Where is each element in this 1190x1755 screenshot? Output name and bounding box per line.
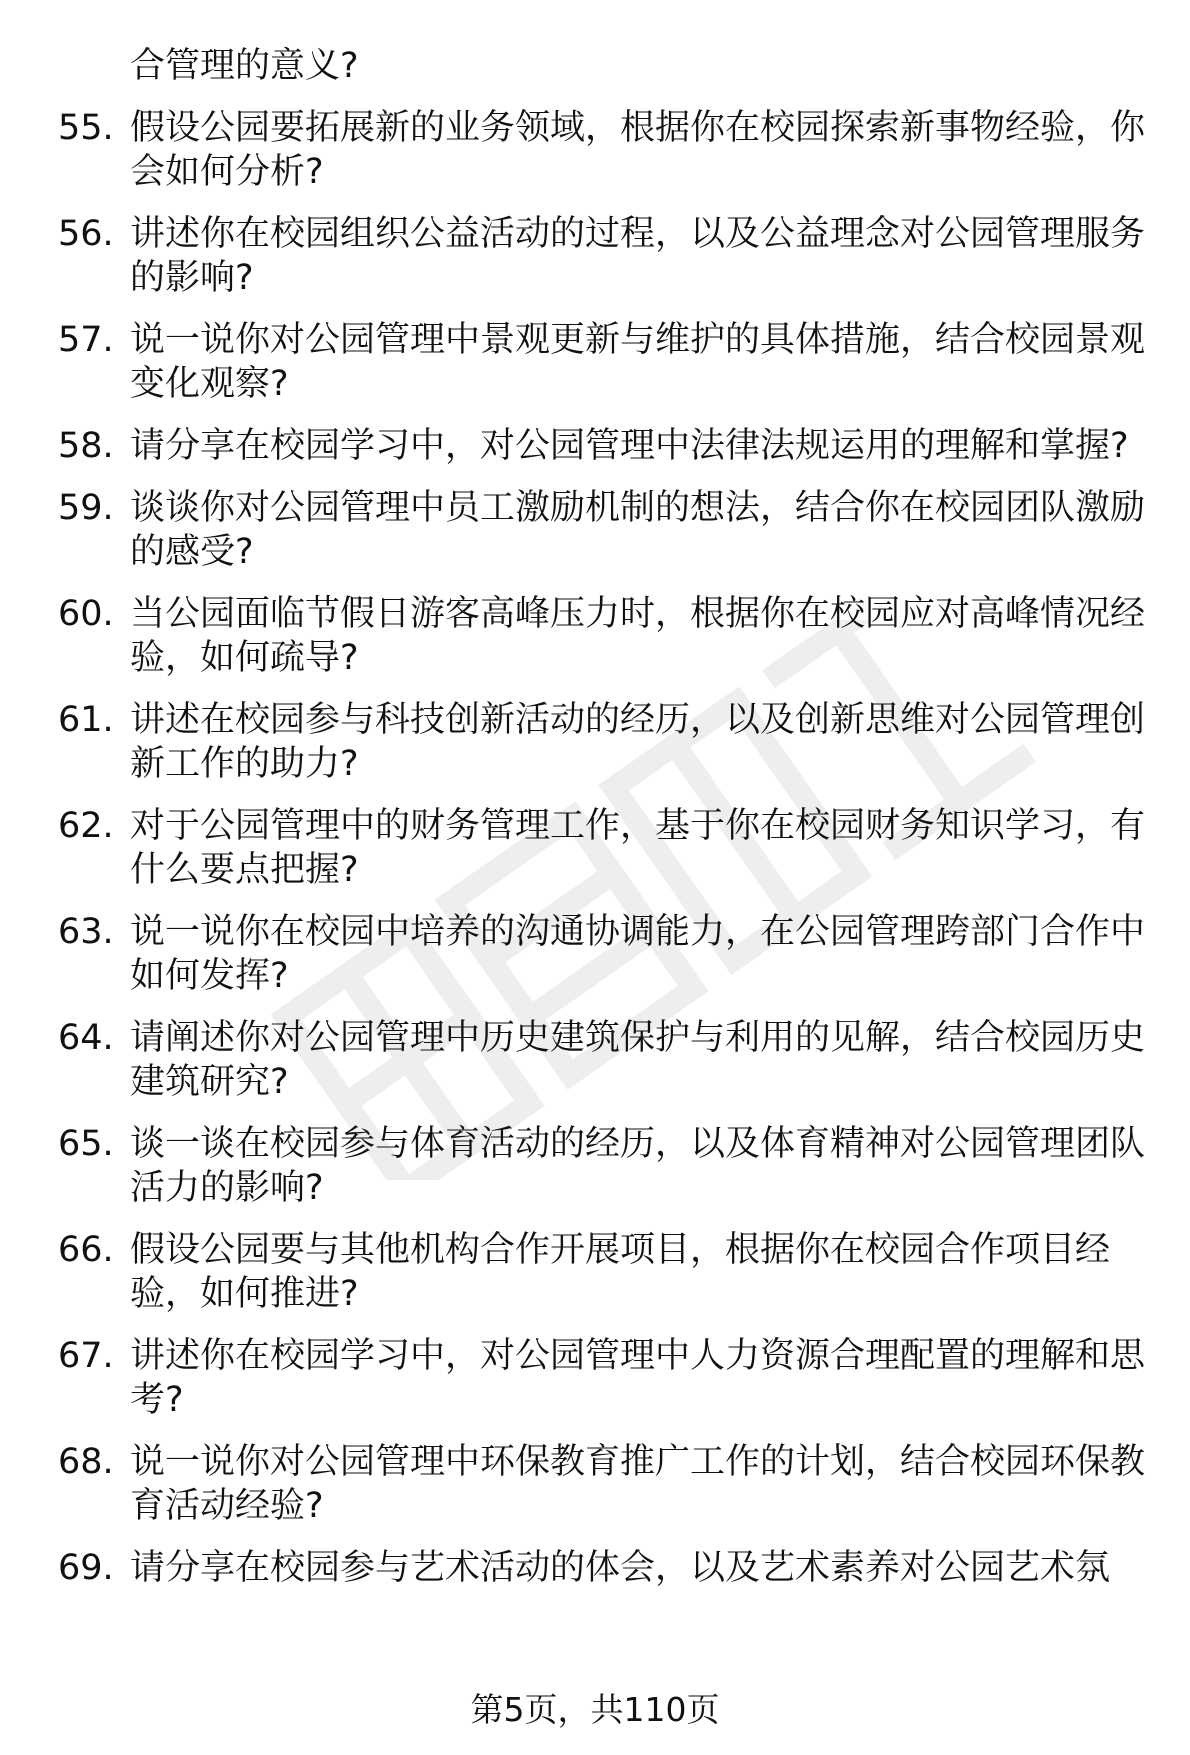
question-item (58, 804, 1158, 892)
question-number: 68. (58, 1442, 114, 1482)
question-number: 67. (58, 1336, 114, 1376)
question-text: 说一说你在校园中培养的沟通协调能力，在公园管理跨部门合作中如何发挥? (130, 912, 1146, 996)
question-text: 谈谈你对公园管理中员工激励机制的想法，结合你在校园团队激励的感受? (130, 488, 1146, 572)
continuation-text: 合管理的意义? (130, 46, 359, 86)
question-text: 假设公园要与其他机构合作开展项目，根据你在校园合作项目经验，如何推进? (130, 1230, 1111, 1314)
question-item (58, 424, 1158, 468)
question-text: 讲述你在校园组织公益活动的过程，以及公益理念对公园管理服务的影响? (130, 214, 1146, 298)
question-text: 对于公园管理中的财务管理工作，基于你在校园财务知识学习，有什么要点把握? (130, 806, 1146, 890)
question-item (58, 1546, 1158, 1590)
question-number: 69. (58, 1548, 114, 1588)
question-item (58, 592, 1158, 680)
question-item (58, 1228, 1158, 1316)
question-number: 66. (58, 1230, 114, 1270)
question-number: 60. (58, 594, 114, 634)
question-item (58, 1334, 1158, 1422)
question-item (58, 486, 1158, 574)
page-footer: 第5页，共110页 (470, 1690, 720, 1729)
question-number: 56. (58, 214, 114, 254)
question-number: 59. (58, 488, 114, 528)
question-text: 请分享在校园学习中，对公园管理中法律法规运用的理解和掌握? (130, 426, 1129, 466)
question-number: 63. (58, 912, 114, 952)
question-text: 请分享在校园参与艺术活动的体会，以及艺术素养对公园艺术氛 (130, 1548, 1111, 1588)
question-item (58, 318, 1158, 406)
question-number: 61. (58, 700, 114, 740)
question-text: 说一说你对公园管理中环保教育推广工作的计划，结合校园环保教育活动经验? (130, 1442, 1146, 1526)
question-text: 说一说你对公园管理中景观更新与维护的具体措施，结合校园景观变化观察? (130, 320, 1146, 404)
question-list-area (58, 44, 1158, 1590)
question-text: 请阐述你对公园管理中历史建筑保护与利用的见解，结合校园历史建筑研究? (130, 1018, 1146, 1102)
question-text: 讲述你在校园学习中，对公园管理中人力资源合理配置的理解和思考? (130, 1336, 1146, 1420)
question-text: 谈一谈在校园参与体育活动的经历，以及体育精神对公园管理团队活力的影响? (130, 1124, 1146, 1208)
question-number: 58. (58, 426, 114, 466)
question-text: 当公园面临节假日游客高峰压力时，根据你在校园应对高峰情况经验，如何疏导? (130, 594, 1146, 678)
question-item (58, 212, 1158, 300)
question-number: 55. (58, 108, 114, 148)
question-number: 64. (58, 1018, 114, 1058)
question-number: 65. (58, 1124, 114, 1164)
question-item (58, 910, 1158, 998)
question-list (58, 106, 1158, 1590)
question-number: 62. (58, 806, 114, 846)
question-text: 讲述在校园参与科技创新活动的经历，以及创新思维对公园管理创新工作的助力? (130, 700, 1146, 784)
question-number: 57. (58, 320, 114, 360)
question-item (58, 1440, 1158, 1528)
question-text: 假设公园要拓展新的业务领域，根据你在校园探索新事物经验，你会如何分析? (130, 108, 1146, 192)
question-item (58, 1122, 1158, 1210)
question-item (58, 698, 1158, 786)
question-item (58, 1016, 1158, 1104)
question-item (58, 106, 1158, 194)
